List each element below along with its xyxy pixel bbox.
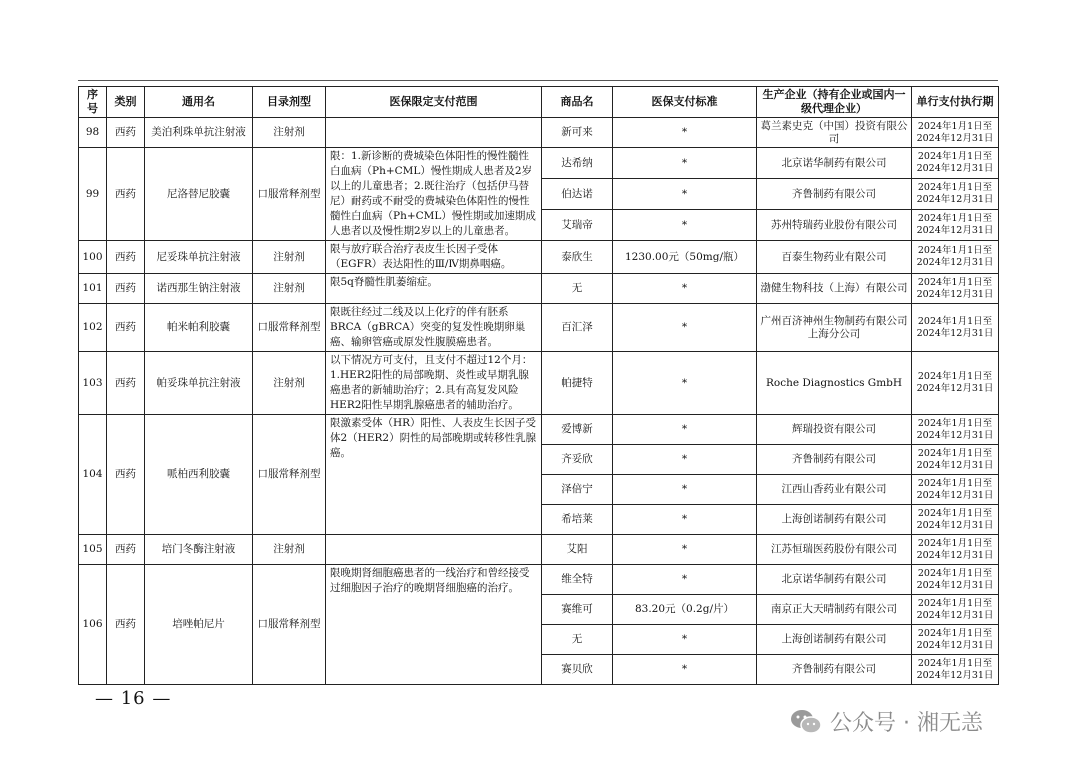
row-payment-scope: 限既往经过二线及以上化疗的伴有胚系BRCA（gBRCA）突变的复发性晚期卵巢癌、输卵管癌或原发性腹膜癌患者。 [326, 304, 542, 352]
row-period [912, 241, 999, 274]
row-payment-standard: 83.20元（0.2g/片） [613, 595, 757, 625]
row-no: 104 [79, 415, 107, 535]
row-period [912, 304, 999, 352]
row-category: 西药 [107, 535, 145, 565]
period-start: 2024年1月1日至 [917, 477, 993, 489]
period-end: 2024年12月31日 [916, 194, 994, 205]
row-brand-name: 希培莱 [542, 505, 613, 535]
period-end: 2024年12月31日 [916, 383, 994, 394]
top-rule [78, 80, 998, 81]
period-start: 2024年1月1日至 [917, 417, 993, 429]
row-brand-name: 伯达诺 [542, 179, 613, 210]
period-start: 2024年1月1日至 [917, 537, 993, 549]
row-manufacturer: 上海创诺制药有限公司 [757, 625, 912, 655]
row-category: 西药 [107, 241, 145, 274]
period-end: 2024年12月31日 [916, 288, 994, 300]
row-generic-name: 帕妥珠单抗注射液 [145, 352, 253, 415]
period-end: 2024年12月31日 [916, 459, 994, 471]
row-generic-name: 尼洛替尼胶囊 [145, 148, 253, 241]
period-end: 2024年12月31日 [916, 132, 994, 144]
row-brand-name: 无 [542, 625, 613, 655]
page-number: — 16 — [95, 688, 172, 709]
row-dosage-form: 注射剂 [253, 274, 326, 304]
row-brand-name: 新可来 [542, 118, 613, 148]
table-row [79, 118, 999, 148]
header-category: 类别 [107, 87, 145, 118]
period-start: 2024年1月1日至 [917, 597, 993, 609]
row-manufacturer: 齐鲁制药有限公司 [757, 445, 912, 475]
row-payment-standard: * [613, 475, 757, 505]
row-generic-name: 培门冬酶注射液 [145, 535, 253, 565]
row-period [912, 445, 999, 475]
period-start: 2024年1月1日至 [917, 371, 993, 382]
table-row [79, 241, 999, 274]
row-brand-name: 艾瑞帝 [542, 210, 613, 241]
period-end: 2024年12月31日 [916, 639, 994, 651]
period-start: 2024年1月1日至 [917, 657, 993, 669]
row-payment-scope [326, 535, 542, 565]
row-category: 西药 [107, 565, 145, 685]
header-dosage-form: 目录剂型 [253, 87, 326, 118]
row-payment-scope [326, 118, 542, 148]
row-dosage-form: 口服常释剂型 [253, 565, 326, 685]
row-brand-name: 达希纳 [542, 148, 613, 179]
row-manufacturer: 江苏恒瑞医药股份有限公司 [757, 535, 912, 565]
period-end: 2024年12月31日 [916, 429, 994, 441]
period-end: 2024年12月31日 [916, 579, 994, 591]
header-generic-name: 通用名 [145, 87, 253, 118]
row-no: 105 [79, 535, 107, 565]
table-row [79, 352, 999, 415]
row-brand-name: 赛维可 [542, 595, 613, 625]
row-payment-standard: * [613, 210, 757, 241]
table-row [79, 304, 999, 352]
row-payment-scope: 以下情况方可支付，且支付不超过12个月：1.HER2阳性的局部晚期、炎性或早期乳腺癌患者的新辅助治疗；2.具有高复发风险HER2阳性早期乳腺癌患者的辅助治疗。 [326, 352, 542, 415]
row-manufacturer: 上海创诺制药有限公司 [757, 505, 912, 535]
period-end: 2024年12月31日 [916, 225, 994, 236]
row-payment-scope: 限激素受体（HR）阳性、人表皮生长因子受体2（HER2）阴性的局部晚期或转移性乳腺癌。 [326, 415, 542, 535]
row-generic-name: 诺西那生钠注射液 [145, 274, 253, 304]
row-manufacturer: 渤健生物科技（上海）有限公司 [757, 274, 912, 304]
wechat-icon [790, 709, 822, 735]
header-manufacturer: 生产企业（持有企业或国内一级代理企业） [757, 87, 912, 118]
row-period [912, 475, 999, 505]
row-dosage-form: 口服常释剂型 [253, 415, 326, 535]
period-start: 2024年1月1日至 [917, 315, 993, 327]
table-row [79, 565, 999, 595]
period-end: 2024年12月31日 [916, 257, 994, 268]
table-row [79, 274, 999, 304]
row-period [912, 210, 999, 241]
row-period [912, 505, 999, 535]
row-period [912, 535, 999, 565]
table-row [79, 148, 999, 179]
row-brand-name: 赛贝欣 [542, 655, 613, 685]
period-start: 2024年1月1日至 [917, 182, 993, 193]
row-no: 102 [79, 304, 107, 352]
row-generic-name: 美泊利珠单抗注射液 [145, 118, 253, 148]
row-payment-standard: * [613, 352, 757, 415]
row-category: 西药 [107, 148, 145, 241]
row-period [912, 352, 999, 415]
header-payment-scope: 医保限定支付范围 [326, 87, 542, 118]
row-manufacturer: Roche Diagnostics GmbH [757, 352, 912, 415]
period-end: 2024年12月31日 [916, 609, 994, 621]
watermark-text: 公众号 · 湘无恙 [830, 711, 983, 736]
row-period [912, 415, 999, 445]
row-category: 西药 [107, 352, 145, 415]
period-start: 2024年1月1日至 [917, 245, 993, 256]
row-brand-name: 维全特 [542, 565, 613, 595]
header-brand-name: 商品名 [542, 87, 613, 118]
row-payment-scope: 限5q脊髓性肌萎缩症。 [326, 274, 542, 304]
row-manufacturer: 江西山香药业有限公司 [757, 475, 912, 505]
row-period [912, 274, 999, 304]
row-brand-name: 百汇泽 [542, 304, 613, 352]
period-start: 2024年1月1日至 [917, 276, 993, 288]
row-no: 101 [79, 274, 107, 304]
row-brand-name: 无 [542, 274, 613, 304]
row-no: 100 [79, 241, 107, 274]
period-start: 2024年1月1日至 [917, 507, 993, 519]
row-period [912, 179, 999, 210]
row-payment-standard: * [613, 118, 757, 148]
row-no: 99 [79, 148, 107, 241]
row-generic-name: 培唑帕尼片 [145, 565, 253, 685]
row-manufacturer: 北京诺华制药有限公司 [757, 148, 912, 179]
period-start: 2024年1月1日至 [917, 213, 993, 224]
row-period [912, 625, 999, 655]
row-brand-name: 艾阳 [542, 535, 613, 565]
row-no: 103 [79, 352, 107, 415]
row-brand-name: 帕捷特 [542, 352, 613, 415]
header-no: 序号 [79, 87, 107, 118]
row-payment-standard: 1230.00元（50mg/瓶） [613, 241, 757, 274]
drug-table [78, 86, 999, 685]
row-manufacturer: 葛兰素史克（中国）投资有限公司 [757, 118, 912, 148]
row-generic-name: 尼妥珠单抗注射液 [145, 241, 253, 274]
period-end: 2024年12月31日 [916, 163, 994, 174]
row-payment-standard: * [613, 179, 757, 210]
table-row [79, 535, 999, 565]
row-period [912, 595, 999, 625]
row-manufacturer: 齐鲁制药有限公司 [757, 179, 912, 210]
row-brand-name: 泰欣生 [542, 241, 613, 274]
row-payment-scope: 限晚期肾细胞癌患者的一线治疗和曾经接受过细胞因子治疗的晚期肾细胞癌的治疗。 [326, 565, 542, 685]
period-end: 2024年12月31日 [916, 669, 994, 681]
period-end: 2024年12月31日 [916, 519, 994, 531]
row-payment-standard: * [613, 445, 757, 475]
period-end: 2024年12月31日 [916, 549, 994, 561]
row-dosage-form: 口服常释剂型 [253, 148, 326, 241]
row-payment-scope: 限与放疗联合治疗表皮生长因子受体（EGFR）表达阳性的Ⅲ/Ⅳ期鼻咽癌。 [326, 241, 542, 274]
row-payment-standard: * [613, 148, 757, 179]
row-brand-name: 泽倍宁 [542, 475, 613, 505]
period-start: 2024年1月1日至 [917, 120, 993, 132]
row-manufacturer: 百泰生物药业有限公司 [757, 241, 912, 274]
row-payment-standard: * [613, 625, 757, 655]
row-payment-standard: * [613, 505, 757, 535]
row-period [912, 655, 999, 685]
period-start: 2024年1月1日至 [917, 447, 993, 459]
row-category: 西药 [107, 274, 145, 304]
row-generic-name: 帕米帕利胶囊 [145, 304, 253, 352]
row-payment-standard: * [613, 535, 757, 565]
row-category: 西药 [107, 118, 145, 148]
row-category: 西药 [107, 415, 145, 535]
table-row [79, 415, 999, 445]
row-payment-standard: * [613, 565, 757, 595]
header-payment-standard: 医保支付标准 [613, 87, 757, 118]
row-manufacturer: 广州百济神州生物制药有限公司上海分公司 [757, 304, 912, 352]
header-row [79, 87, 999, 118]
row-manufacturer: 齐鲁制药有限公司 [757, 655, 912, 685]
row-period [912, 148, 999, 179]
row-dosage-form: 注射剂 [253, 118, 326, 148]
row-dosage-form: 注射剂 [253, 241, 326, 274]
row-manufacturer: 辉瑞投资有限公司 [757, 415, 912, 445]
row-category: 西药 [107, 304, 145, 352]
row-manufacturer: 北京诺华制药有限公司 [757, 565, 912, 595]
row-payment-standard: * [613, 655, 757, 685]
row-payment-scope: 限：1.新诊断的费城染色体阳性的慢性髓性白血病（Ph+CML）慢性期成人患者及2岁以上的儿童患者；2.既往治疗（包括伊马替尼）耐药或不耐受的费城染色体阳性的慢性髓性白血病（Ph+CML）慢性期或加速期成人患者以及慢性期2岁以上的儿童患者。 [326, 148, 542, 241]
period-start: 2024年1月1日至 [917, 151, 993, 162]
row-payment-standard: * [613, 415, 757, 445]
row-brand-name: 爱博新 [542, 415, 613, 445]
row-no: 98 [79, 118, 107, 148]
row-no: 106 [79, 565, 107, 685]
period-start: 2024年1月1日至 [917, 567, 993, 579]
row-payment-standard: * [613, 274, 757, 304]
row-period [912, 118, 999, 148]
period-end: 2024年12月31日 [916, 327, 994, 339]
row-dosage-form: 注射剂 [253, 352, 326, 415]
row-dosage-form: 注射剂 [253, 535, 326, 565]
row-payment-standard: * [613, 304, 757, 352]
row-manufacturer: 苏州特瑞药业股份有限公司 [757, 210, 912, 241]
row-manufacturer: 南京正大天晴制药有限公司 [757, 595, 912, 625]
row-dosage-form: 口服常释剂型 [253, 304, 326, 352]
row-generic-name: 哌柏西利胶囊 [145, 415, 253, 535]
watermark [790, 706, 983, 737]
row-period [912, 565, 999, 595]
period-start: 2024年1月1日至 [917, 627, 993, 639]
row-brand-name: 齐妥欣 [542, 445, 613, 475]
period-end: 2024年12月31日 [916, 489, 994, 501]
header-period: 单行支付执行期 [912, 87, 999, 118]
